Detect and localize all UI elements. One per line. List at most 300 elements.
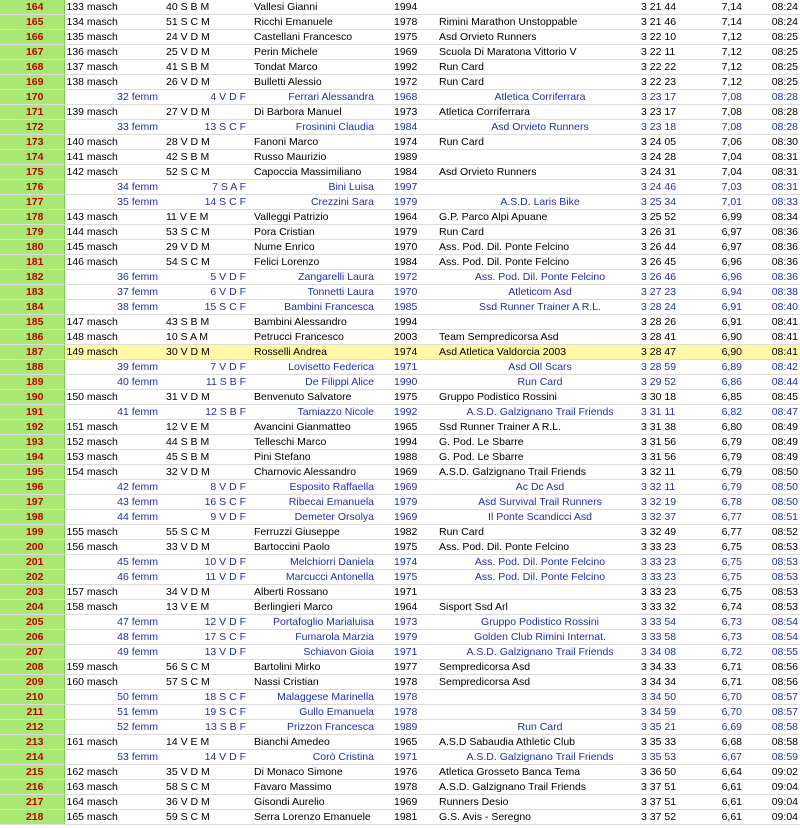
pace-cell: 08:59: [752, 750, 800, 765]
athlete-name-cell: Fumarola Marzia: [252, 630, 394, 645]
club-cell: Rimini Marathon Unstoppable: [437, 15, 641, 30]
athlete-name-cell: Pora Cristian: [252, 225, 394, 240]
finish-time-cell: 3 28 47: [641, 345, 702, 360]
birth-year-cell: 1978: [394, 690, 437, 705]
club-cell: Asd Atletica Valdorcia 2003: [437, 345, 641, 360]
position-cell: 216: [0, 780, 64, 795]
athlete-name-cell: Ribecai Emanuela: [252, 495, 394, 510]
gender-rank-cell: 150 masch: [64, 390, 164, 405]
table-row: [0, 735, 800, 750]
club-cell: Runners Desio: [437, 795, 641, 810]
pace-cell: 08:50: [752, 465, 800, 480]
club-cell: Atletica Grosseto Banca Tema: [437, 765, 641, 780]
gender-rank-cell: 137 masch: [64, 60, 164, 75]
athlete-name-cell: Frosinini Claudia: [252, 120, 394, 135]
athlete-name-cell: Ricchi Emanuele: [252, 15, 394, 30]
gender-rank-cell: 46 femm: [64, 570, 164, 585]
club-cell: A.S.D. Galzignano Trail Friends: [437, 465, 641, 480]
category-rank-cell: 28 V D M: [164, 135, 252, 150]
table-row: [0, 405, 800, 420]
speed-cell: 6,85: [702, 390, 752, 405]
category-rank-cell: 54 S C M: [164, 255, 252, 270]
birth-year-cell: 1969: [394, 480, 437, 495]
finish-time-cell: 3 24 46: [641, 180, 702, 195]
speed-cell: 6,78: [702, 495, 752, 510]
category-rank-cell: 12 S B F: [164, 405, 252, 420]
finish-time-cell: 3 32 19: [641, 495, 702, 510]
category-rank-cell: 16 S C F: [164, 495, 252, 510]
athlete-name-cell: Charnovic Alessandro: [252, 465, 394, 480]
pace-cell: 08:53: [752, 570, 800, 585]
birth-year-cell: 1979: [394, 630, 437, 645]
table-row: [0, 135, 800, 150]
club-cell: [437, 705, 641, 720]
gender-rank-cell: 35 femm: [64, 195, 164, 210]
speed-cell: 6,75: [702, 555, 752, 570]
finish-time-cell: 3 33 58: [641, 630, 702, 645]
finish-time-cell: 3 34 34: [641, 675, 702, 690]
position-cell: 190: [0, 390, 64, 405]
club-cell: Gruppo Podistico Rossini: [437, 615, 641, 630]
pace-cell: 08:49: [752, 435, 800, 450]
gender-rank-cell: 138 masch: [64, 75, 164, 90]
position-cell: 204: [0, 600, 64, 615]
athlete-name-cell: Prizzon Francesca: [252, 720, 394, 735]
birth-year-cell: 1968: [394, 90, 437, 105]
club-cell: Run Card: [437, 135, 641, 150]
athlete-name-cell: Bartolini Mirko: [252, 660, 394, 675]
gender-rank-cell: 42 femm: [64, 480, 164, 495]
birth-year-cell: 1971: [394, 360, 437, 375]
position-cell: 177: [0, 195, 64, 210]
position-cell: 180: [0, 240, 64, 255]
position-cell: 207: [0, 645, 64, 660]
birth-year-cell: 1990: [394, 375, 437, 390]
birth-year-cell: 1978: [394, 705, 437, 720]
speed-cell: 7,04: [702, 150, 752, 165]
birth-year-cell: 1976: [394, 765, 437, 780]
birth-year-cell: 1992: [394, 60, 437, 75]
category-rank-cell: 4 V D F: [164, 90, 252, 105]
birth-year-cell: 1975: [394, 30, 437, 45]
birth-year-cell: 1972: [394, 75, 437, 90]
category-rank-cell: 5 V D F: [164, 270, 252, 285]
finish-time-cell: 3 34 50: [641, 690, 702, 705]
gender-rank-cell: 44 femm: [64, 510, 164, 525]
speed-cell: 6,70: [702, 705, 752, 720]
finish-time-cell: 3 32 11: [641, 465, 702, 480]
speed-cell: 6,97: [702, 225, 752, 240]
pace-cell: 08:54: [752, 615, 800, 630]
club-cell: Atletica Corriferrara: [437, 90, 641, 105]
club-cell: A.S.D. Galzignano Trail Friends: [437, 405, 641, 420]
speed-cell: 6,72: [702, 645, 752, 660]
birth-year-cell: 1982: [394, 525, 437, 540]
pace-cell: 08:55: [752, 645, 800, 660]
club-cell: Ass. Pod. Dil. Ponte Felcino: [437, 555, 641, 570]
pace-cell: 09:02: [752, 765, 800, 780]
category-rank-cell: 13 V D F: [164, 645, 252, 660]
club-cell: Scuola Di Maratona Vittorio V: [437, 45, 641, 60]
category-rank-cell: 34 V D M: [164, 585, 252, 600]
athlete-name-cell: Benvenuto Salvatore: [252, 390, 394, 405]
club-cell: Run Card: [437, 75, 641, 90]
position-cell: 169: [0, 75, 64, 90]
speed-cell: 6,82: [702, 405, 752, 420]
birth-year-cell: 1975: [394, 390, 437, 405]
finish-time-cell: 3 28 24: [641, 300, 702, 315]
category-rank-cell: 10 V D F: [164, 555, 252, 570]
position-cell: 165: [0, 15, 64, 30]
speed-cell: 6,70: [702, 690, 752, 705]
position-cell: 203: [0, 585, 64, 600]
pace-cell: 08:57: [752, 690, 800, 705]
gender-rank-cell: 152 masch: [64, 435, 164, 450]
athlete-name-cell: Bini Luisa: [252, 180, 394, 195]
athlete-name-cell: Portafoglio Marialuisa: [252, 615, 394, 630]
table-row: [0, 315, 800, 330]
table-row: [0, 765, 800, 780]
speed-cell: 6,75: [702, 570, 752, 585]
table-row: [0, 285, 800, 300]
birth-year-cell: 1969: [394, 465, 437, 480]
finish-time-cell: 3 27 23: [641, 285, 702, 300]
pace-cell: 08:44: [752, 375, 800, 390]
pace-cell: 08:34: [752, 210, 800, 225]
finish-time-cell: 3 34 33: [641, 660, 702, 675]
speed-cell: 6,94: [702, 285, 752, 300]
pace-cell: 08:56: [752, 675, 800, 690]
position-cell: 205: [0, 615, 64, 630]
table-row: [0, 330, 800, 345]
athlete-name-cell: Favaro Massimo: [252, 780, 394, 795]
club-cell: Team Sempredicorsa Asd: [437, 330, 641, 345]
pace-cell: 08:41: [752, 330, 800, 345]
gender-rank-cell: 145 masch: [64, 240, 164, 255]
birth-year-cell: 1979: [394, 225, 437, 240]
finish-time-cell: 3 26 44: [641, 240, 702, 255]
pace-cell: 08:36: [752, 270, 800, 285]
birth-year-cell: 1994: [394, 0, 437, 15]
table-row: [0, 75, 800, 90]
club-cell: Asd Orvieto Runners: [437, 165, 641, 180]
birth-year-cell: 1984: [394, 120, 437, 135]
finish-time-cell: 3 33 23: [641, 555, 702, 570]
athlete-name-cell: Di Barbora Manuel: [252, 105, 394, 120]
finish-time-cell: 3 24 28: [641, 150, 702, 165]
table-row: [0, 810, 800, 825]
birth-year-cell: 1992: [394, 405, 437, 420]
club-cell: [437, 585, 641, 600]
speed-cell: 6,77: [702, 525, 752, 540]
speed-cell: 6,79: [702, 450, 752, 465]
athlete-name-cell: Corò Cristina: [252, 750, 394, 765]
finish-time-cell: 3 32 49: [641, 525, 702, 540]
position-cell: 192: [0, 420, 64, 435]
gender-rank-cell: 143 masch: [64, 210, 164, 225]
birth-year-cell: 1984: [394, 255, 437, 270]
speed-cell: 6,75: [702, 585, 752, 600]
category-rank-cell: 13 V E M: [164, 600, 252, 615]
category-rank-cell: 14 V E M: [164, 735, 252, 750]
finish-time-cell: 3 31 56: [641, 450, 702, 465]
gender-rank-cell: 135 masch: [64, 30, 164, 45]
category-rank-cell: 11 V E M: [164, 210, 252, 225]
birth-year-cell: 1975: [394, 540, 437, 555]
club-cell: G. Pod. Le Sbarre: [437, 435, 641, 450]
table-row: [0, 525, 800, 540]
table-row: [0, 30, 800, 45]
table-row: [0, 675, 800, 690]
position-cell: 178: [0, 210, 64, 225]
athlete-name-cell: Melchiorri Daniela: [252, 555, 394, 570]
pace-cell: 09:04: [752, 780, 800, 795]
position-cell: 174: [0, 150, 64, 165]
birth-year-cell: 1964: [394, 210, 437, 225]
club-cell: Run Card: [437, 60, 641, 75]
athlete-name-cell: Fanoni Marco: [252, 135, 394, 150]
speed-cell: 6,73: [702, 630, 752, 645]
speed-cell: 6,89: [702, 360, 752, 375]
position-cell: 218: [0, 810, 64, 825]
position-cell: 172: [0, 120, 64, 135]
club-cell: [437, 0, 641, 15]
pace-cell: 08:25: [752, 45, 800, 60]
pace-cell: 08:51: [752, 510, 800, 525]
speed-cell: 6,61: [702, 810, 752, 825]
birth-year-cell: 1979: [394, 495, 437, 510]
position-cell: 199: [0, 525, 64, 540]
speed-cell: 6,79: [702, 480, 752, 495]
position-cell: 184: [0, 300, 64, 315]
athlete-name-cell: Pini Stefano: [252, 450, 394, 465]
club-cell: Asd Orvieto Runners: [437, 120, 641, 135]
pace-cell: 08:58: [752, 720, 800, 735]
finish-time-cell: 3 24 05: [641, 135, 702, 150]
club-cell: Sempredicorsa Asd: [437, 675, 641, 690]
table-row: [0, 585, 800, 600]
finish-time-cell: 3 34 08: [641, 645, 702, 660]
finish-time-cell: 3 23 18: [641, 120, 702, 135]
athlete-name-cell: Vallesi Gianni: [252, 0, 394, 15]
speed-cell: 6,90: [702, 330, 752, 345]
position-cell: 176: [0, 180, 64, 195]
category-rank-cell: 19 S C F: [164, 705, 252, 720]
birth-year-cell: 1985: [394, 300, 437, 315]
pace-cell: 08:36: [752, 225, 800, 240]
pace-cell: 08:41: [752, 345, 800, 360]
gender-rank-cell: 133 masch: [64, 0, 164, 15]
position-cell: 189: [0, 375, 64, 390]
table-row: [0, 480, 800, 495]
speed-cell: 6,91: [702, 300, 752, 315]
table-row: [0, 795, 800, 810]
category-rank-cell: 7 V D F: [164, 360, 252, 375]
category-rank-cell: 31 V D M: [164, 390, 252, 405]
athlete-name-cell: Esposito Raffaella: [252, 480, 394, 495]
position-cell: 217: [0, 795, 64, 810]
speed-cell: 7,08: [702, 120, 752, 135]
birth-year-cell: 1975: [394, 570, 437, 585]
pace-cell: 08:31: [752, 165, 800, 180]
position-cell: 214: [0, 750, 64, 765]
speed-cell: 6,71: [702, 660, 752, 675]
table-row: [0, 630, 800, 645]
table-row: [0, 195, 800, 210]
category-rank-cell: 29 V D M: [164, 240, 252, 255]
gender-rank-cell: 45 femm: [64, 555, 164, 570]
table-row: [0, 345, 800, 360]
finish-time-cell: 3 33 54: [641, 615, 702, 630]
category-rank-cell: 8 V D F: [164, 480, 252, 495]
club-cell: Ssd Runner Trainer A R.L.: [437, 300, 641, 315]
category-rank-cell: 15 S C F: [164, 300, 252, 315]
gender-rank-cell: 146 masch: [64, 255, 164, 270]
speed-cell: 7,12: [702, 60, 752, 75]
speed-cell: 6,74: [702, 600, 752, 615]
finish-time-cell: 3 25 52: [641, 210, 702, 225]
position-cell: 211: [0, 705, 64, 720]
category-rank-cell: 24 V D M: [164, 30, 252, 45]
category-rank-cell: 56 S C M: [164, 660, 252, 675]
athlete-name-cell: Nume Enrico: [252, 240, 394, 255]
club-cell: [437, 315, 641, 330]
birth-year-cell: 1997: [394, 180, 437, 195]
speed-cell: 6,90: [702, 345, 752, 360]
position-cell: 183: [0, 285, 64, 300]
birth-year-cell: 1994: [394, 315, 437, 330]
finish-time-cell: 3 22 23: [641, 75, 702, 90]
athlete-name-cell: Malaggese Marinella: [252, 690, 394, 705]
athlete-name-cell: Nassi Cristian: [252, 675, 394, 690]
pace-cell: 08:41: [752, 315, 800, 330]
table-row: [0, 45, 800, 60]
table-row: [0, 180, 800, 195]
pace-cell: 08:24: [752, 0, 800, 15]
table-row: [0, 150, 800, 165]
speed-cell: 6,64: [702, 765, 752, 780]
athlete-name-cell: Perin Michele: [252, 45, 394, 60]
table-row: [0, 510, 800, 525]
club-cell: Asd Orvieto Runners: [437, 30, 641, 45]
speed-cell: 6,97: [702, 240, 752, 255]
position-cell: 175: [0, 165, 64, 180]
pace-cell: 08:53: [752, 540, 800, 555]
pace-cell: 08:36: [752, 240, 800, 255]
club-cell: Sisport Ssd Arl: [437, 600, 641, 615]
position-cell: 210: [0, 690, 64, 705]
finish-time-cell: 3 22 22: [641, 60, 702, 75]
gender-rank-cell: 147 masch: [64, 315, 164, 330]
pace-cell: 08:33: [752, 195, 800, 210]
category-rank-cell: 44 S B M: [164, 435, 252, 450]
finish-time-cell: 3 26 45: [641, 255, 702, 270]
birth-year-cell: 1969: [394, 795, 437, 810]
club-cell: Run Card: [437, 525, 641, 540]
club-cell: Asd Survival Trail Runners: [437, 495, 641, 510]
speed-cell: 7,08: [702, 105, 752, 120]
finish-time-cell: 3 22 10: [641, 30, 702, 45]
speed-cell: 6,96: [702, 270, 752, 285]
athlete-name-cell: Gullo Emanuela: [252, 705, 394, 720]
pace-cell: 08:36: [752, 255, 800, 270]
table-row: [0, 240, 800, 255]
finish-time-cell: 3 28 26: [641, 315, 702, 330]
category-rank-cell: 25 V D M: [164, 45, 252, 60]
gender-rank-cell: 148 masch: [64, 330, 164, 345]
category-rank-cell: 55 S C M: [164, 525, 252, 540]
club-cell: A.S.D. Laris Bike: [437, 195, 641, 210]
position-cell: 200: [0, 540, 64, 555]
category-rank-cell: 27 V D M: [164, 105, 252, 120]
birth-year-cell: 1989: [394, 720, 437, 735]
finish-time-cell: 3 35 33: [641, 735, 702, 750]
club-cell: [437, 690, 641, 705]
speed-cell: 6,68: [702, 735, 752, 750]
category-rank-cell: 43 S B M: [164, 315, 252, 330]
finish-time-cell: 3 33 23: [641, 585, 702, 600]
athlete-name-cell: Bambini Francesca: [252, 300, 394, 315]
category-rank-cell: 32 V D M: [164, 465, 252, 480]
athlete-name-cell: De Filippi Alice: [252, 375, 394, 390]
pace-cell: 08:57: [752, 705, 800, 720]
position-cell: 208: [0, 660, 64, 675]
position-cell: 209: [0, 675, 64, 690]
table-row: [0, 165, 800, 180]
speed-cell: 7,12: [702, 45, 752, 60]
birth-year-cell: 1974: [394, 555, 437, 570]
club-cell: Ass. Pod. Dil. Ponte Felcino: [437, 255, 641, 270]
athlete-name-cell: Zangarelli Laura: [252, 270, 394, 285]
pace-cell: 08:50: [752, 495, 800, 510]
position-cell: 187: [0, 345, 64, 360]
pace-cell: 08:24: [752, 15, 800, 30]
gender-rank-cell: 34 femm: [64, 180, 164, 195]
speed-cell: 6,77: [702, 510, 752, 525]
birth-year-cell: 2003: [394, 330, 437, 345]
category-rank-cell: 58 S C M: [164, 780, 252, 795]
gender-rank-cell: 33 femm: [64, 120, 164, 135]
finish-time-cell: 3 21 44: [641, 0, 702, 15]
athlete-name-cell: Valleggi Patrizio: [252, 210, 394, 225]
pace-cell: 09:04: [752, 795, 800, 810]
finish-time-cell: 3 26 46: [641, 270, 702, 285]
gender-rank-cell: 155 masch: [64, 525, 164, 540]
finish-time-cell: 3 23 17: [641, 105, 702, 120]
gender-rank-cell: 136 masch: [64, 45, 164, 60]
athlete-name-cell: Capoccia Massimiliano: [252, 165, 394, 180]
club-cell: Ass. Pod. Dil. Ponte Felcino: [437, 240, 641, 255]
table-row: [0, 210, 800, 225]
position-cell: 171: [0, 105, 64, 120]
club-cell: Run Card: [437, 720, 641, 735]
table-row: [0, 60, 800, 75]
table-row: [0, 225, 800, 240]
table-row: [0, 300, 800, 315]
table-row: [0, 360, 800, 375]
finish-time-cell: 3 29 52: [641, 375, 702, 390]
speed-cell: 7,12: [702, 30, 752, 45]
finish-time-cell: 3 34 59: [641, 705, 702, 720]
birth-year-cell: 1978: [394, 780, 437, 795]
gender-rank-cell: 51 femm: [64, 705, 164, 720]
club-cell: Ssd Runner Trainer A R.L.: [437, 420, 641, 435]
club-cell: G.S. Avis - Seregno: [437, 810, 641, 825]
table-row: [0, 555, 800, 570]
speed-cell: 6,75: [702, 540, 752, 555]
speed-cell: 7,06: [702, 135, 752, 150]
speed-cell: 7,14: [702, 15, 752, 30]
